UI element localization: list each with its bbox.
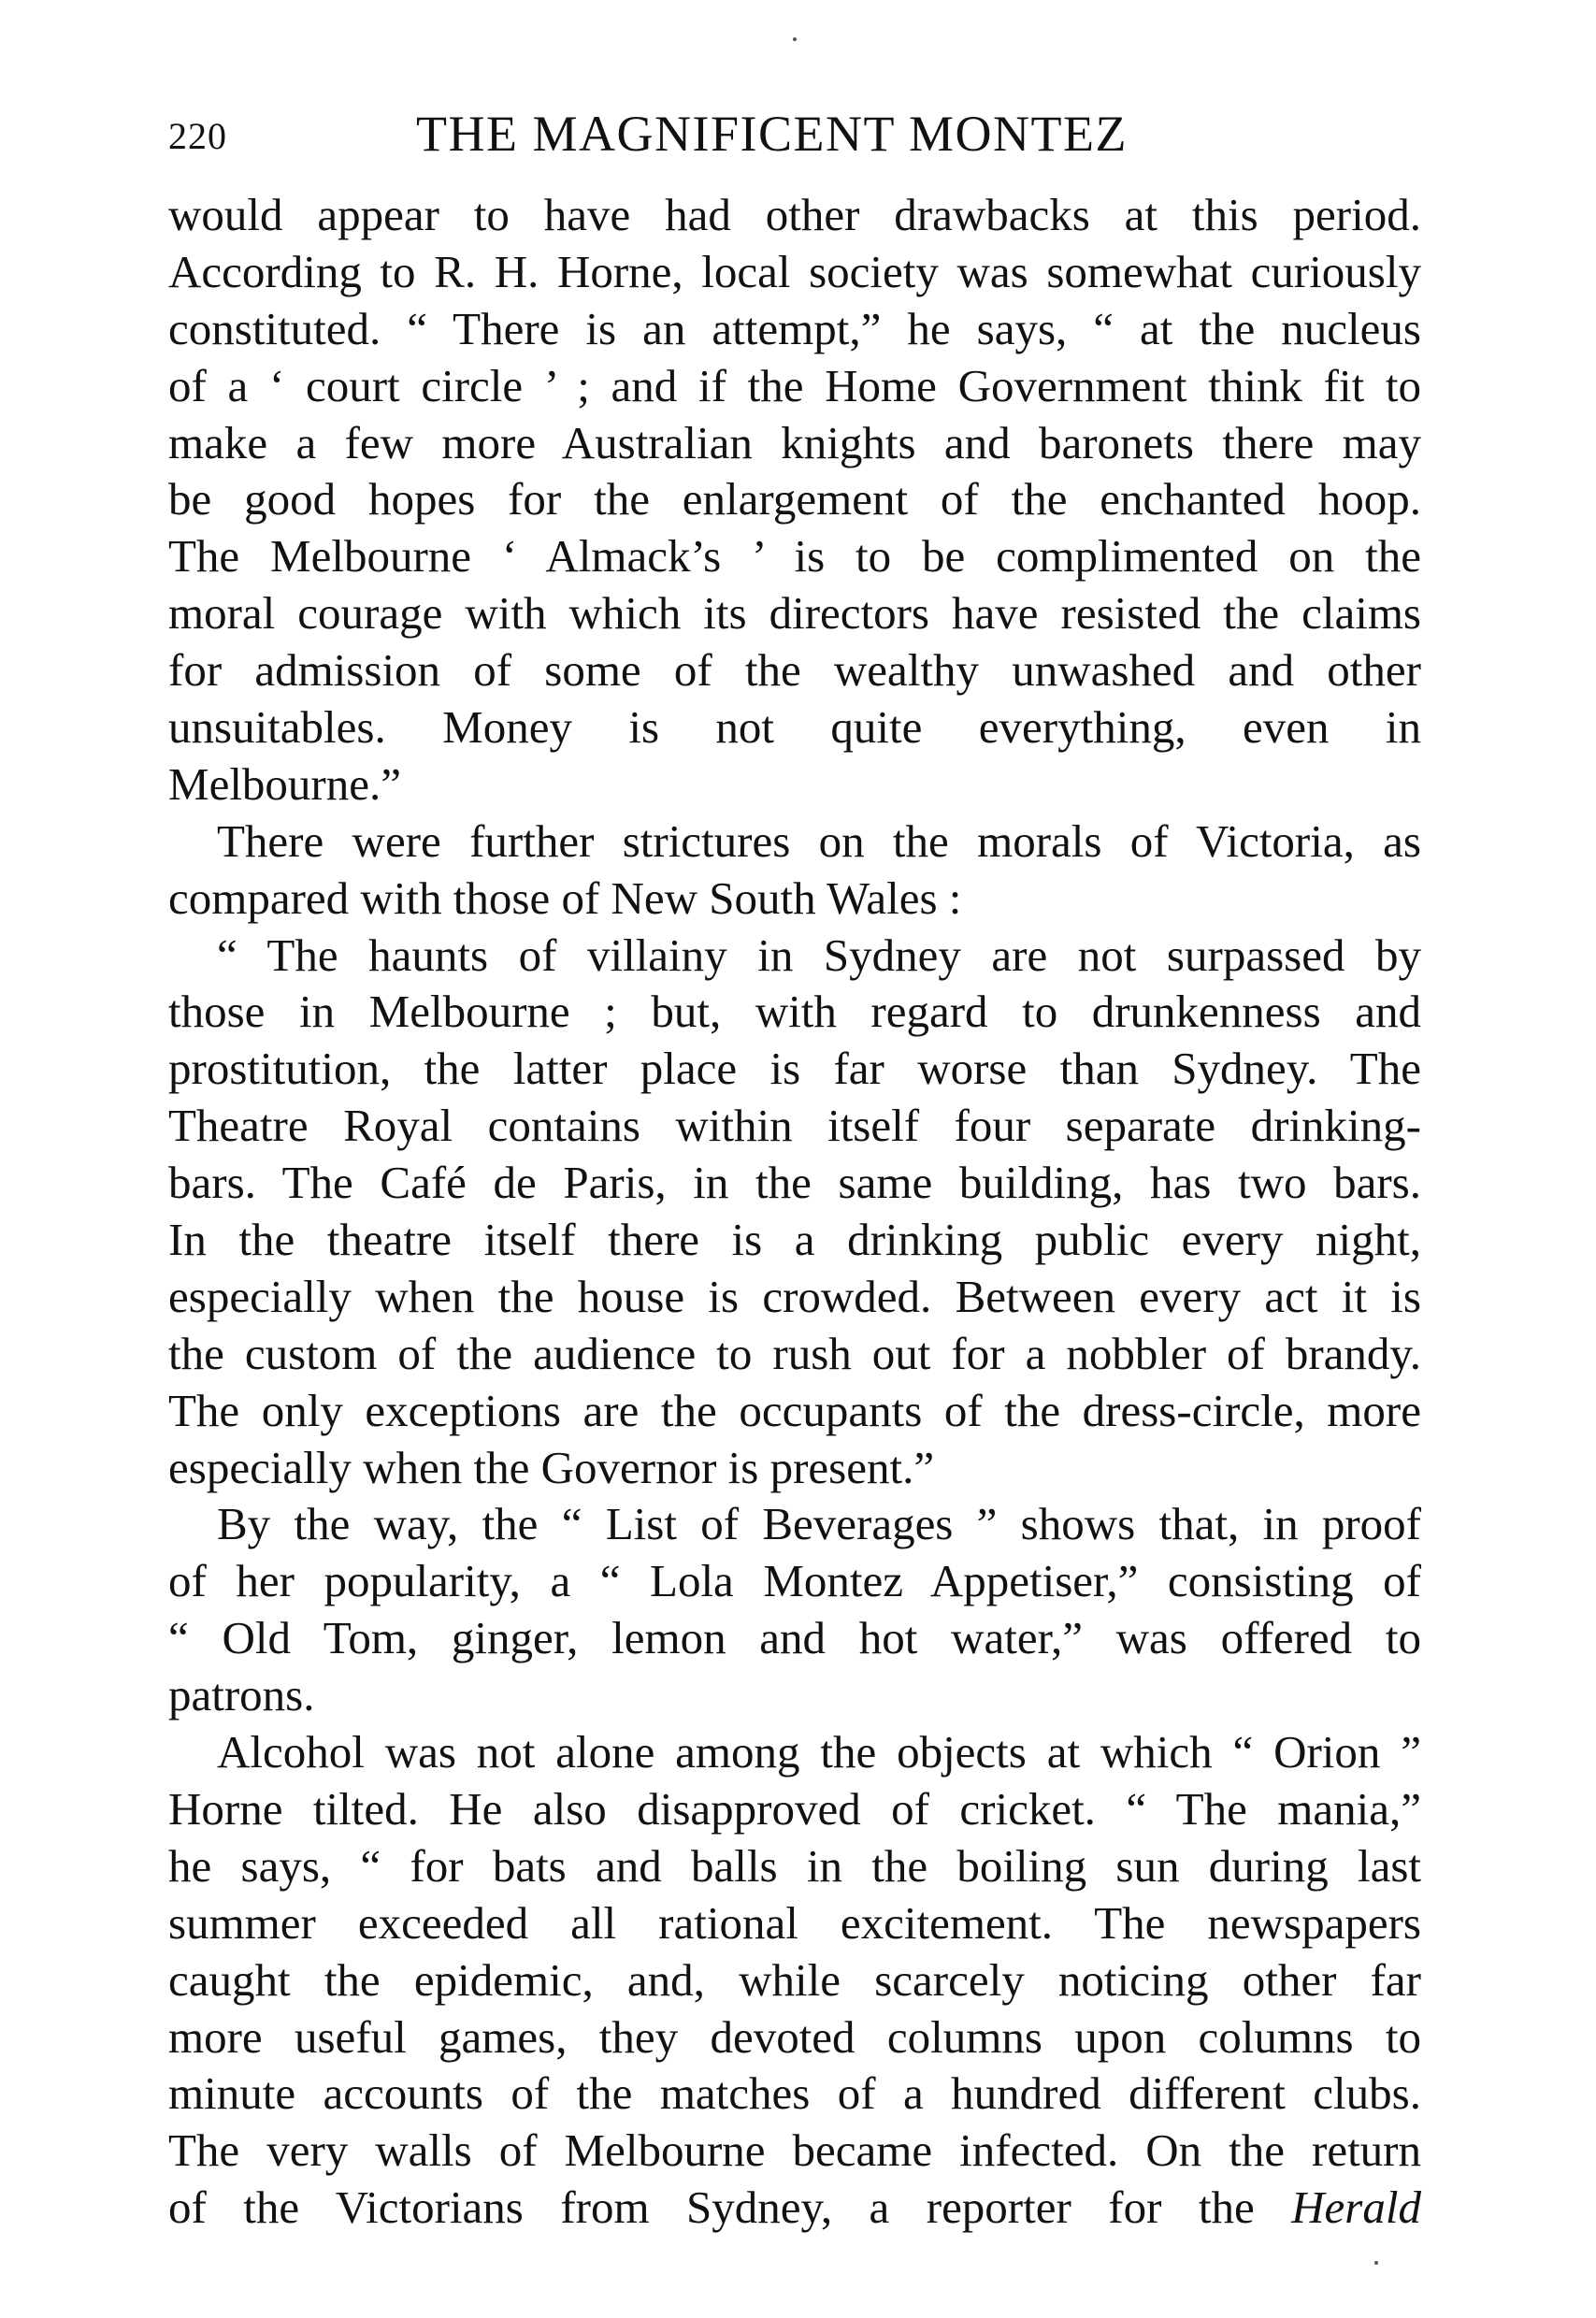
paragraph-first-line: By the way, the “ List of Beverages ” shows that, in proof xyxy=(217,1498,1421,1550)
text-line: The very walls of Melbourne became infected. On the return xyxy=(168,2124,1421,2177)
text-line: compared with those of New South Wales : xyxy=(168,871,962,924)
text-line: make a few more Australian knights and baronets there may xyxy=(168,416,1421,468)
text-line: he says, “ for bats and balls in the boiling sun during last xyxy=(168,1839,1421,1892)
text-line: “ Old Tom, ginger, lemon and hot water,” was offered to xyxy=(168,1612,1421,1664)
print-speck xyxy=(793,37,797,41)
page-number: 220 xyxy=(168,115,227,157)
text-line: more useful games, they devoted columns upon columns to xyxy=(168,2010,1421,2063)
text-line: would appear to have had other drawbacks at this period. xyxy=(168,189,1421,240)
print-speck xyxy=(1374,2261,1378,2265)
herald-italic: Herald xyxy=(1291,2181,1421,2234)
quote-first-line: “ The haunts of villainy in Sydney are not surpassed by xyxy=(217,929,1421,981)
text-line: Melbourne.” xyxy=(168,757,401,810)
text-line: Theatre Royal contains within itself four separate drinking- xyxy=(168,1100,1421,1152)
text-line: caught the epidemic, and, while scarcely noticing other far xyxy=(168,1953,1421,2006)
text-line: prostitution, the latter place is far worse than Sydney. The xyxy=(168,1043,1421,1095)
text-line: In the theatre itself there is a drinking public every night, xyxy=(168,1214,1421,1266)
page-header xyxy=(168,105,1421,170)
running-title: THE MAGNIFICENT MONTEZ xyxy=(416,106,1128,162)
text-line: moral courage with which its directors have resisted the claims xyxy=(168,587,1421,640)
text-line: unsuitables. Money is not quite everything, even in xyxy=(168,701,1421,754)
text-line: The Melbourne ‘ Almack’s ’ is to be complimented on the xyxy=(168,530,1421,583)
text-line: especially when the house is crowded. Between every act it is xyxy=(168,1270,1421,1322)
final-line-text: of the Victorians from Sydney, a reporter for the xyxy=(168,2181,1255,2234)
paragraph-first-line: Alcohol was not alone among the objects at which “ Orion ” xyxy=(217,1726,1421,1778)
text-line: the custom of the audience to rush out for a nobbler of brandy. xyxy=(168,1327,1421,1379)
text-line: of her popularity, a “ Lola Montez Appetiser,” consisting of xyxy=(168,1555,1421,1607)
text-line: for admission of some of the wealthy unwashed and other xyxy=(168,644,1421,697)
text-line: of a ‘ court circle ’ ; and if the Home Government think fit to xyxy=(168,359,1421,411)
text-line: Horne tilted. He also disapproved of cricket. “ The mania,” xyxy=(168,1782,1421,1835)
text-line: summer exceeded all rational excitement. The newspapers xyxy=(168,1896,1421,1949)
paragraph-first-line: There were further strictures on the morals of Victoria, as xyxy=(217,814,1421,867)
text-line: be good hopes for the enlargement of the enchanted hoop. xyxy=(168,473,1421,526)
text-line: those in Melbourne ; but, with regard to drunkenness and xyxy=(168,986,1421,1038)
text-line: According to R. H. Horne, local society was somewhat curiously xyxy=(168,245,1421,297)
text-line: The only exceptions are the occupants of the dress-circle, more xyxy=(168,1384,1421,1436)
final-text-line xyxy=(168,2180,1421,2237)
text-line: patrons. xyxy=(168,1669,315,1721)
body-text xyxy=(168,187,1421,2237)
text-line: bars. The Café de Paris, in the same building, has two bars. xyxy=(168,1157,1421,1209)
text-line: minute accounts of the matches of a hundred different clubs. xyxy=(168,2067,1421,2120)
text-line: constituted. “ There is an attempt,” he says, “ at the nucleus xyxy=(168,302,1421,354)
text-line: especially when the Governor is present.” xyxy=(168,1441,935,1493)
